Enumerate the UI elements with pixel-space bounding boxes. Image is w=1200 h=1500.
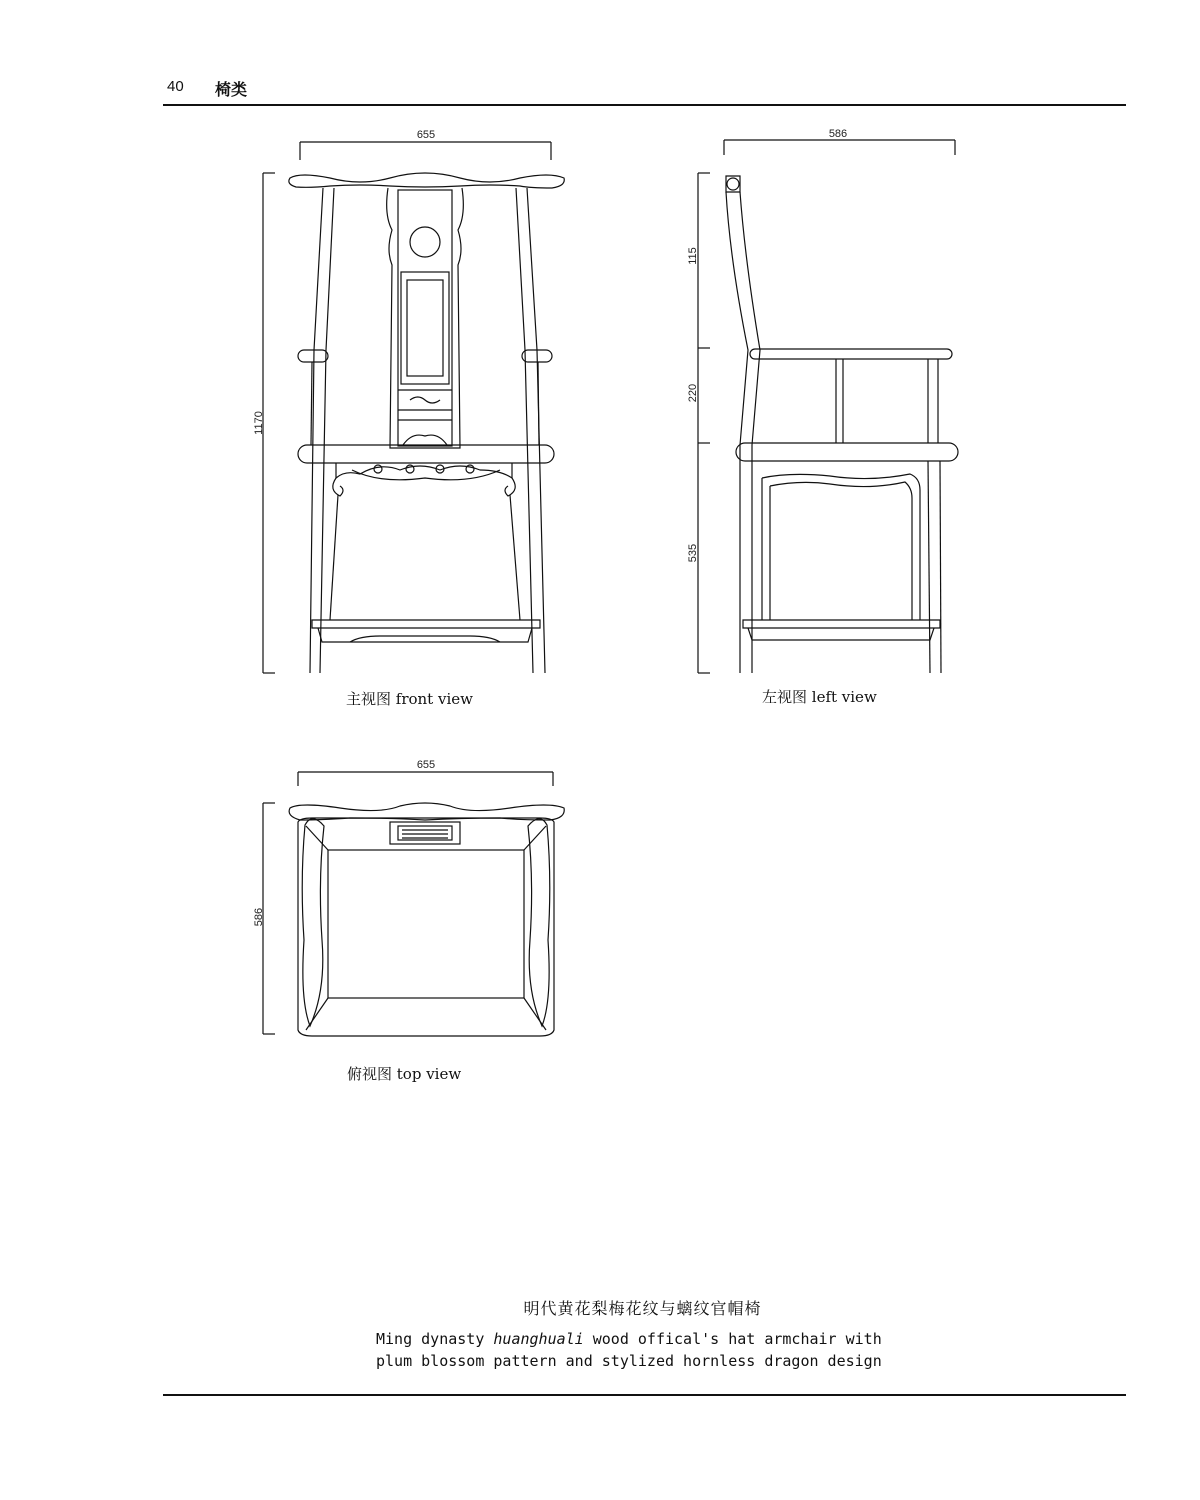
front-width-dimension: 655 xyxy=(416,129,436,141)
left-top-dimension: 115 xyxy=(687,247,699,265)
top-view-label: 俯视图 top view xyxy=(347,1065,462,1083)
top-depth-dimension: 586 xyxy=(253,907,265,927)
left-width-dimension: 586 xyxy=(828,128,848,140)
figure-caption xyxy=(0,1296,1200,1370)
front-view xyxy=(263,142,564,673)
front-height-dimension: 1170 xyxy=(253,411,265,435)
caption-italic-term: huanghuali xyxy=(493,1330,584,1348)
top-width-dimension: 655 xyxy=(416,759,436,771)
caption-english-line2: plum blossom pattern and stylized hornless dragon design xyxy=(376,1352,882,1370)
caption-english-line1: Ming dynasty huanghuali wood offical's hat armchair with xyxy=(376,1330,882,1348)
left-view xyxy=(698,140,958,673)
page-number: 40 xyxy=(167,78,184,95)
footer-rule xyxy=(163,1394,1126,1396)
left-mid-dimension: 220 xyxy=(687,383,699,403)
section-title: 椅类 xyxy=(215,80,248,99)
left-view-label: 左视图 left view xyxy=(762,688,877,706)
left-bottom-dimension: 535 xyxy=(687,543,699,563)
caption-chinese: 明代黄花梨梅花纹与螭纹官帽椅 xyxy=(523,1299,762,1318)
front-view-label: 主视图 front view xyxy=(346,690,473,708)
top-view xyxy=(263,772,564,1036)
